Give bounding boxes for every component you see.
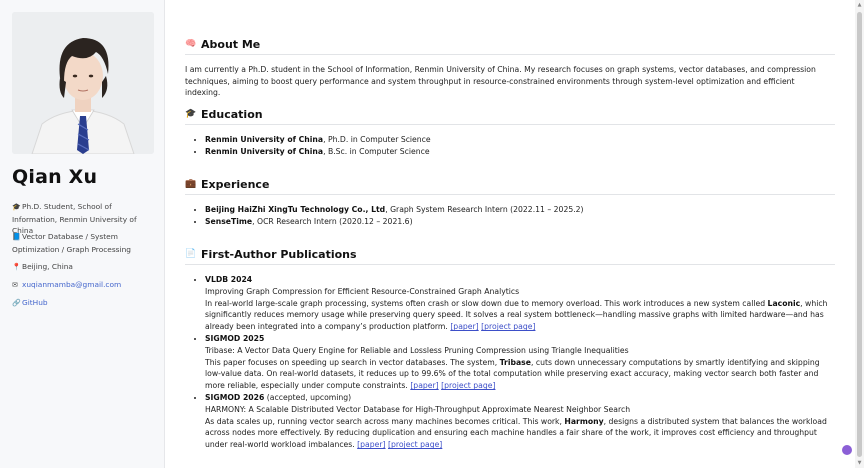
profile-email: [12, 279, 156, 292]
degree-text: , Ph.D. in Computer Science: [323, 135, 431, 144]
org-name: Beijing HaiZhi XingTu Technology Co., Ltd: [205, 205, 386, 214]
about-text: I am currently a Ph.D. student in the School of Information, Renmin University of China. My research focuses on graph systems, vector databases, and compression techniques, aiming to boost query performance and system throughput in resource-constrained environments through system-level optimization and efficient indexing.: [185, 65, 816, 98]
graduation-cap-icon: 🎓: [12, 203, 21, 211]
floating-assistant-icon[interactable]: [842, 445, 852, 455]
scrollbar-thumb[interactable]: [857, 12, 862, 457]
role-text: Ph.D. Student, School of Information, Renmin University of China: [12, 202, 137, 235]
desc-text: , which significantly reduces memory usage while preserving query speed. It solves a real system bottleneck—handling massive graphs with limited hardware—and has already been integrated into a company’s production platform.: [205, 298, 828, 332]
profile-github: [12, 297, 156, 310]
brain-icon: 🧠: [185, 39, 197, 49]
school-name: Renmin University of China: [205, 135, 324, 144]
education-list: [185, 134, 835, 158]
email-link[interactable]: xuqianmamba@gmail.com: [22, 280, 122, 289]
publication-title: Improving Graph Compression for Efficient Resource-Constrained Graph Analytics: [205, 286, 520, 296]
publication-title: HARMONY: A Scalable Distributed Vector Database for High-Throughput Approximate Nearest Neighbor Search: [205, 404, 631, 414]
publications-title: First-Author Publications: [201, 248, 357, 261]
link-icon: 🔗: [12, 299, 21, 307]
system-name: Harmony: [564, 416, 604, 426]
publication-item: [205, 274, 835, 333]
sidebar: [0, 0, 165, 468]
publications-section-header: [185, 248, 835, 265]
publication-venue: SIGMOD 2026: [205, 392, 265, 402]
system-name: Laconic: [767, 298, 801, 308]
publication-item: [205, 333, 835, 392]
profile-location: [12, 261, 156, 274]
document-icon: 📄: [185, 249, 197, 259]
paper-link[interactable]: [paper]: [450, 322, 479, 332]
degree-text: , B.Sc. in Computer Science: [323, 146, 430, 156]
paper-link[interactable]: [paper]: [410, 381, 439, 391]
scroll-up-icon[interactable]: ▲: [857, 2, 862, 8]
profile-photo: [12, 12, 154, 154]
venue-note: (accepted, upcoming): [264, 392, 352, 402]
publication-item: [205, 392, 835, 451]
publication-description: [205, 298, 835, 333]
system-name: Tribase: [499, 357, 531, 367]
desc-text: As data scales up, running vector search across many machines becomes critical. This work,: [205, 416, 565, 426]
research-text: Vector Database / System Optimization / Graph Processing: [12, 232, 131, 254]
list-item: [205, 146, 835, 158]
scrollbar[interactable]: [855, 0, 864, 468]
list-item: [205, 216, 835, 228]
about-title: About Me: [201, 38, 261, 51]
org-name: SenseTime: [205, 216, 253, 226]
publication-description: [205, 357, 835, 392]
project-page-link[interactable]: [project page]: [481, 322, 536, 332]
experience-detail: , Graph System Research Intern (2022.11 – 2025.2): [385, 205, 584, 214]
desc-text: , designs a distributed system that balances the workload across nodes more effectively. By reducing duplication and ensuring each machine handles a fair share of the work, it improves cost efficiency and throughput under real-world workload imbalances.: [205, 416, 827, 450]
location-text: Beijing, China: [22, 262, 73, 271]
education-section-header: [185, 108, 835, 125]
education-title: Education: [201, 108, 263, 121]
publication-title: Tribase: A Vector Data Query Engine for Reliable and Lossless Pruning Compression using Triangle Inequalities: [205, 345, 629, 355]
school-name: Renmin University of China: [205, 146, 324, 156]
publication-venue: SIGMOD 2025: [205, 333, 265, 343]
publication-venue: VLDB 2024: [205, 275, 253, 284]
github-link[interactable]: GitHub: [22, 298, 48, 307]
profile-research: [12, 231, 156, 255]
briefcase-icon: 💼: [185, 179, 197, 189]
paper-link[interactable]: [paper]: [357, 440, 386, 450]
list-item: [205, 204, 835, 216]
scroll-down-icon[interactable]: ▼: [857, 460, 862, 466]
publication-description: [205, 416, 835, 451]
experience-detail: , OCR Research Intern (2020.12 – 2021.6): [252, 216, 413, 226]
pin-icon: 📍: [12, 263, 21, 271]
project-page-link[interactable]: [project page]: [441, 381, 496, 391]
experience-title: Experience: [201, 178, 270, 191]
book-icon: 📘: [12, 233, 21, 241]
profile-name: Qian Xu: [12, 166, 98, 188]
project-page-link[interactable]: [project page]: [387, 440, 443, 450]
experience-section-header: [185, 178, 835, 195]
desc-text: This paper focuses on speeding up search in vector databases. The system,: [205, 357, 500, 367]
graduation-cap-icon: 🎓: [185, 109, 197, 119]
desc-text: In real-world large-scale graph processing, systems often crash or slow down due to memory overload. This work introduces a new system called: [205, 298, 768, 308]
list-item: [205, 134, 835, 146]
desc-text: , cuts down unnecessary computations by smartly identifying and skipping low-value data. On real-world datasets, it reduces up to 99.6% of the total computation while preserving exact accuracy, making vector search both faster and more reliable, especially under compute constraints.: [205, 357, 820, 391]
publications-list: [185, 274, 835, 451]
experience-list: [185, 204, 835, 228]
about-section-header: [185, 38, 835, 55]
envelope-icon: ✉: [12, 281, 18, 289]
